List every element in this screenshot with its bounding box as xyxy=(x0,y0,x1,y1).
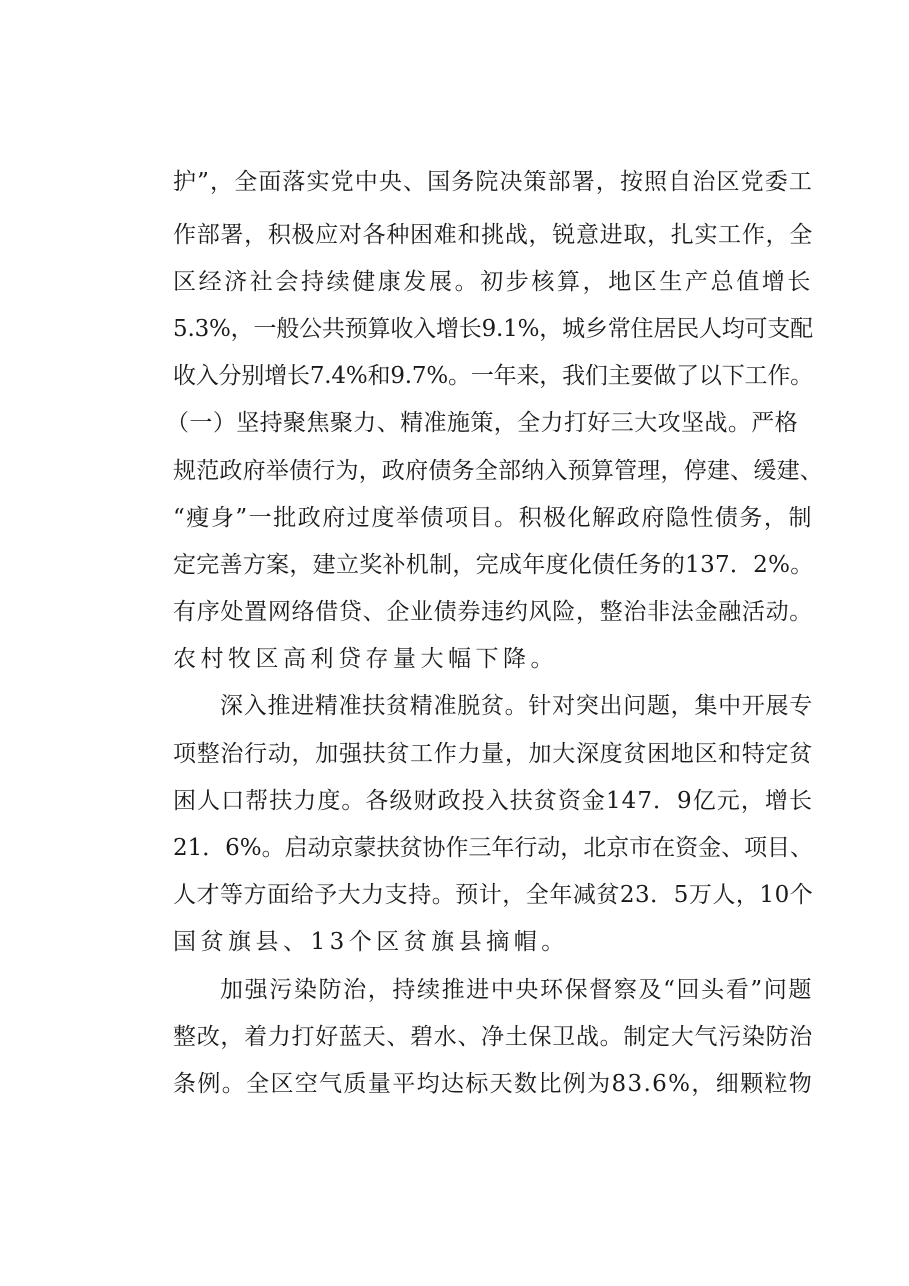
text-line-15: 21．6%。启动京蒙扶贫协作三年行动，北京市在资金、项目、 xyxy=(173,835,813,861)
text-line-6: （一）坚持聚焦聚力、精准施策，全力打好三大攻坚战。严格 xyxy=(166,410,799,436)
text-line-1: 护”，全面落实党中央、国务院决策部署，按照自治区党委工 xyxy=(173,169,813,195)
text-line-5: 收入分别增长7.4%和9.7%。一年来，我们主要做了以下工作。 xyxy=(173,363,813,389)
paragraph-3-first-line: 加强污染防治，持续推进中央环保督察及“回头看”问题 xyxy=(220,977,813,1003)
text-line-4: 5.3%，一般公共预算收入增长9.1%，城乡常住居民人均可支配 xyxy=(173,316,813,342)
text-line-16: 人才等方面给予大力支持。预计，全年减贫23．5万人，10个 xyxy=(173,882,814,908)
text-line-17: 国贫旗县、13个区贫旗县摘帽。 xyxy=(173,929,569,955)
text-line-10: 有序处置网络借贷、企业债券违约风险，整治非法金融活动。 xyxy=(173,599,813,625)
text-line-9: 定完善方案，建立奖补机制，完成年度化债任务的137．2%。 xyxy=(173,552,814,578)
text-line-13: 项整治行动，加强扶贫工作力量，加大深度贫困地区和特定贫 xyxy=(173,741,813,767)
paragraph-2-first-line: 深入推进精准扶贫精准脱贫。针对突出问题，集中开展专 xyxy=(220,693,813,719)
text-line-3: 区经济社会持续健康发展。初步核算，地区生产总值增长 xyxy=(173,269,813,295)
text-line-11: 农村牧区高利贷存量大幅下降。 xyxy=(173,646,558,672)
text-line-8: “瘦身”一批政府过度举债项目。积极化解政府隐性债务，制 xyxy=(173,505,813,531)
text-line-2: 作部署，积极应对各种困难和挑战，锐意进取，扎实工作，全 xyxy=(173,222,813,248)
text-line-19: 整改，着力打好蓝天、碧水、净土保卫战。制定大气污染防治 xyxy=(173,1024,813,1050)
text-line-20: 条例。全区空气质量平均达标天数比例为83.6%，细颗粒物 xyxy=(173,1071,814,1097)
text-line-14: 困人口帮扶力度。各级财政投入扶贫资金147．9亿元，增长 xyxy=(173,788,813,814)
text-line-7: 规范政府举债行为，政府债务全部纳入预算管理，停建、缓建、 xyxy=(173,458,823,484)
